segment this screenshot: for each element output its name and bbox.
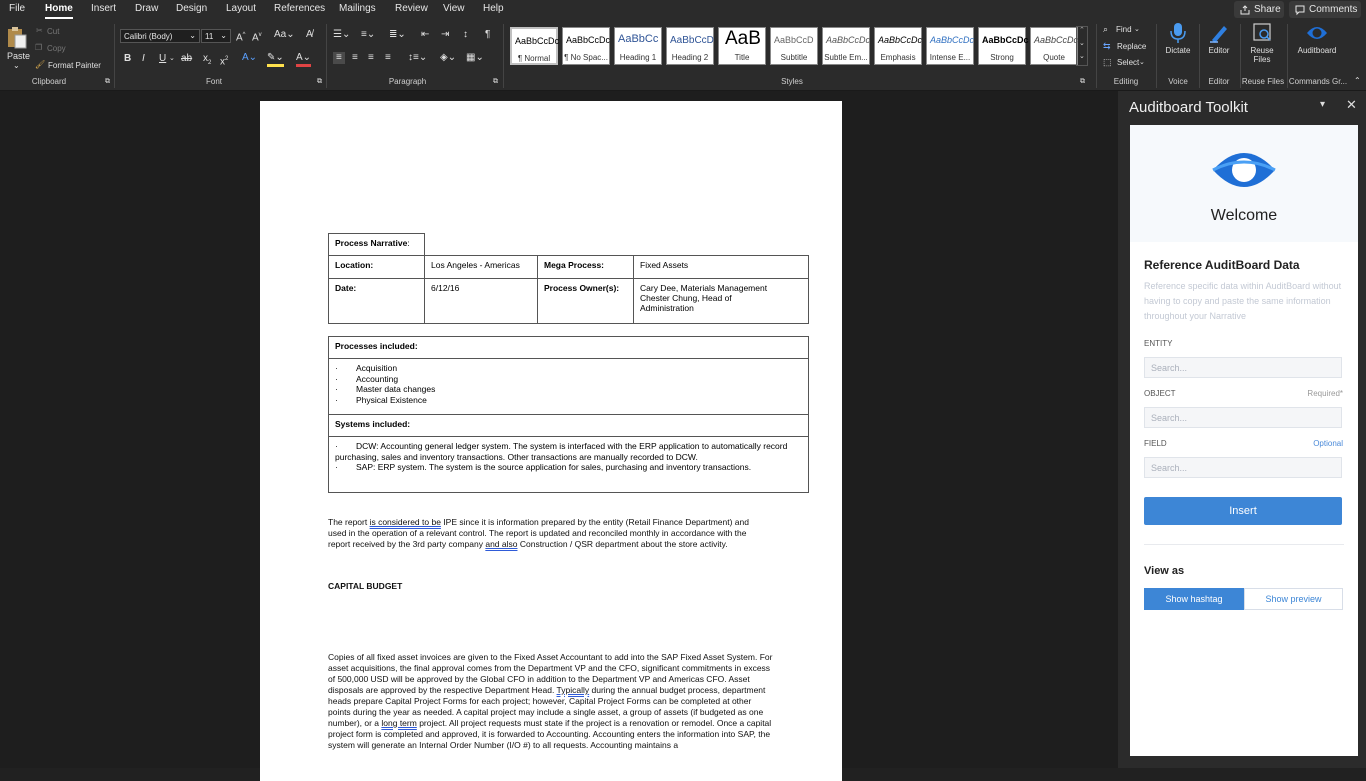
font-group-label: Font <box>205 77 222 86</box>
document-canvas[interactable] <box>0 91 1118 768</box>
field-optional-note: Optional <box>1313 439 1343 448</box>
show-hashtag-toggle[interactable] <box>1144 588 1244 610</box>
style-sample: AaBbCcDc <box>982 35 1029 45</box>
find-icon: ⌕ <box>1103 24 1109 34</box>
find-button[interactable]: Find <box>1116 25 1132 34</box>
menu-insert[interactable]: Insert <box>91 3 117 14</box>
decrease-indent-icon[interactable]: ⇤ <box>421 29 430 40</box>
menu-help[interactable]: Help <box>483 3 504 14</box>
style-name: Emphasis <box>880 53 916 62</box>
auditboard-button[interactable] <box>1294 22 1340 55</box>
reuse-label-line1: Reuse <box>1250 46 1274 55</box>
object-search-input[interactable] <box>1144 407 1342 428</box>
line-spacing-icon[interactable]: ↕≡⌄ <box>408 52 428 63</box>
menu-mailings[interactable]: Mailings <box>339 3 376 14</box>
replace-icon: ⇆ <box>1103 41 1111 51</box>
grammar-flagged-text[interactable]: long term <box>381 718 417 728</box>
cut-icon: ✂ <box>36 26 43 35</box>
format-painter-icon: 🖌 <box>35 60 46 69</box>
text-run: IPE since it is information prepared by the entity (Retail Finance Department) and used in the operation of a relevant control. The report is updated and reconciled monthly in accordance with the report received by the 3rd party company <box>328 517 749 549</box>
style-name: Subtitle <box>780 53 808 62</box>
style-sample: AaBbCcD <box>774 35 814 45</box>
separator <box>114 24 115 88</box>
more-styles-icon[interactable]: ⌄ <box>1079 53 1085 60</box>
style-sample: AaBbCcDc <box>878 35 923 45</box>
comment-icon <box>1295 5 1305 15</box>
list-item <box>335 395 802 406</box>
styles-scroll[interactable] <box>1076 26 1088 66</box>
justify-icon[interactable]: ≡ <box>385 52 391 63</box>
commands-group-label: Commands Gr... <box>1288 77 1348 86</box>
insert-label: Insert <box>1229 505 1257 517</box>
grow-font-icon[interactable]: A^ <box>236 32 246 44</box>
field-label: FIELD <box>1144 439 1167 448</box>
subscript-icon[interactable]: $x_2$ <box>203 53 212 66</box>
format-painter-button[interactable]: Format Painter <box>48 61 101 70</box>
style-name: Subtle Em... <box>824 53 868 62</box>
style-sample: AaBbCcDc <box>515 36 560 46</box>
underline-icon[interactable]: U <box>159 53 167 64</box>
scroll-down-icon[interactable]: ⌄ <box>1079 40 1085 47</box>
style-name: ¶ No Spac... <box>564 53 608 62</box>
welcome-text: Welcome <box>1210 207 1278 224</box>
process-item: Physical Existence <box>356 394 427 405</box>
menu-review[interactable]: Review <box>395 3 428 14</box>
pane-title: Auditboard Toolkit <box>1129 99 1248 116</box>
clipboard-group-label: Clipboard <box>31 77 67 86</box>
text-run: The report <box>328 517 370 527</box>
style-title[interactable] <box>718 27 766 65</box>
pane-options-icon[interactable]: ▾ <box>1320 99 1326 110</box>
insert-button[interactable] <box>1144 497 1342 525</box>
processes-list <box>329 359 809 415</box>
style-sample: AaBbCcD <box>670 35 714 46</box>
menu-layout[interactable]: Layout <box>226 3 257 14</box>
share-label: Share <box>1254 4 1281 15</box>
systems-list <box>329 437 809 493</box>
auditboard-logo-icon <box>1305 22 1329 44</box>
bullet: · <box>335 462 338 472</box>
owner-label: Process Owner(s): <box>538 279 634 324</box>
comments-label: Comments <box>1309 4 1358 15</box>
pane-content <box>1130 125 1358 756</box>
select-icon: ⬚ <box>1103 57 1112 67</box>
close-icon[interactable]: ✕ <box>1346 97 1357 112</box>
clear-formatting-icon[interactable]: A̸ <box>306 29 313 40</box>
borders-icon[interactable]: ▦⌄ <box>466 52 484 63</box>
menu-file[interactable]: File <box>9 3 26 14</box>
field-placeholder: Search... <box>1151 463 1188 473</box>
style-sample: AaBbCc <box>618 33 659 45</box>
increase-indent-icon[interactable]: ⇥ <box>441 29 450 40</box>
narrative-cell <box>329 234 425 256</box>
owner-line: Chester Chung, Head of <box>640 293 732 303</box>
style-name: ¶ Normal <box>517 54 551 63</box>
mega-process-value: Fixed Assets <box>634 256 809 279</box>
style-heading-1[interactable] <box>614 27 662 65</box>
style-name: Heading 1 <box>619 53 657 62</box>
auditboard-task-pane <box>1118 91 1366 768</box>
menu-bar <box>0 0 1366 20</box>
share-icon <box>1240 5 1250 15</box>
separator <box>1096 24 1097 88</box>
styles-group-label: Styles <box>781 77 803 86</box>
menu-view[interactable]: View <box>443 3 465 14</box>
align-left-icon[interactable]: ≡ <box>333 52 345 64</box>
style-sample: AaBbCcDc <box>930 35 975 45</box>
paste-dropdown-icon[interactable]: ⌄ <box>13 61 20 70</box>
list-item <box>335 441 802 462</box>
highlight-icon[interactable]: ✎⌄ <box>267 52 284 67</box>
systems-label: Systems included: <box>329 415 809 437</box>
voice-group-label: Voice <box>1168 77 1188 86</box>
style-emphasis[interactable] <box>874 27 922 65</box>
share-button[interactable] <box>1234 1 1284 18</box>
empty-cell <box>425 234 809 256</box>
grammar-flagged-text[interactable]: and also <box>485 539 518 549</box>
styles-launcher-icon[interactable]: ⧉ <box>1080 78 1085 85</box>
italic-icon[interactable]: I <box>142 53 145 64</box>
list-item <box>335 363 802 374</box>
show-preview-label: Show preview <box>1265 594 1322 604</box>
text-run: Construction / QSR department about the store activity. <box>517 539 728 549</box>
text-effects-icon[interactable]: A⌄ <box>242 52 258 63</box>
underline-dropdown-icon[interactable]: ⌄ <box>169 55 175 62</box>
text-run: project. All project requests must state if the project is a renovation or remodel. Once a capital project form is completed and approved, it is forwarded to Accounting. Accounting enters the information into SAP, the system will generate an Internal Order Number (I/O #) to all requests. Accounting maintains a <box>328 718 772 750</box>
replace-button[interactable]: Replace <box>1117 42 1147 51</box>
reference-heading: Reference AuditBoard Data <box>1144 258 1300 272</box>
entity-label: ENTITY <box>1144 339 1173 348</box>
ipe-paragraph <box>328 517 764 550</box>
dictate-button[interactable] <box>1158 22 1198 55</box>
editing-group-label: Editing <box>1113 77 1139 86</box>
style-subtitle[interactable] <box>770 27 818 65</box>
shading-icon[interactable]: ◈⌄ <box>440 52 457 63</box>
superscript-icon[interactable]: $x^2$ <box>220 56 229 68</box>
date-label: Date: <box>329 279 425 324</box>
style-heading-2[interactable] <box>666 27 714 65</box>
list-item <box>335 384 802 395</box>
location-value: Los Angeles - Americas <box>425 256 538 279</box>
grammar-flagged-text[interactable]: is considered to be <box>369 517 441 527</box>
text-run: during the annual budget process, department heads prepare Capital Project Forms for each project; however, Capital Project Forms can be completed at other points during the year as needed. A capital project may include a single asset, a group of assets (if budgeted as one number), or a <box>328 685 766 728</box>
mega-process-label: Mega Process: <box>538 256 634 279</box>
editor-group-label: Editor <box>1208 77 1230 86</box>
style-name: Title <box>734 53 750 62</box>
paragraph-group-label: Paragraph <box>388 77 427 86</box>
auditboard-label: Auditboard <box>1297 46 1337 55</box>
editor-button[interactable] <box>1199 22 1239 55</box>
owner-value <box>634 279 809 324</box>
object-label: OBJECT <box>1144 389 1176 398</box>
date-value: 6/12/16 <box>425 279 538 324</box>
style-sample: AaBbCcDc <box>566 35 611 45</box>
auditboard-logo-icon <box>1211 146 1277 194</box>
owner-line: Administration <box>640 303 694 313</box>
font-size-select[interactable] <box>201 29 231 43</box>
paste-button[interactable]: Paste <box>7 51 31 61</box>
font-name-select[interactable] <box>120 29 200 43</box>
process-item: Acquisition <box>356 363 398 373</box>
text-run: Copies of all fixed asset invoices are given to the Fixed Asset Accountant to add into the SAP Fixed Asset System. For asset acquisitions, the final approval comes from the Department VP and the CFO, significant commitments in excess of 500,000 USD will be approved by the Global CFO in addition to the Department VP and Americas CFO. Asset disposals are approved by the respective Department Head. <box>328 652 773 695</box>
process-item: Master data changes <box>356 384 436 394</box>
separator <box>1156 24 1157 88</box>
entity-placeholder: Search... <box>1151 363 1188 373</box>
cut-button[interactable]: Cut <box>47 27 60 36</box>
numbering-icon[interactable]: ≡⌄ <box>361 29 376 40</box>
chevron-down-icon[interactable]: ⌄ <box>1134 26 1140 33</box>
owner-line: Cary Dee, Materials Management <box>640 283 768 293</box>
style-sample: AaBbCcDc <box>826 35 871 45</box>
show-hashtag-label: Show hashtag <box>1165 594 1223 604</box>
editor-label: Editor <box>1208 46 1230 55</box>
narrative-colon: : <box>407 238 410 248</box>
paragraph-launcher-icon[interactable]: ⧉ <box>493 78 498 85</box>
menu-draw[interactable]: Draw <box>135 3 159 14</box>
style-strong[interactable] <box>978 27 1029 65</box>
menu-design[interactable]: Design <box>176 3 208 14</box>
reuse-files-button[interactable] <box>1242 22 1282 64</box>
divider <box>1144 544 1344 545</box>
chevron-down-icon: ⌄ <box>220 31 227 40</box>
processes-systems-table <box>328 336 809 493</box>
style-name: Intense E... <box>929 53 971 62</box>
narrative-label: Process Narrative <box>335 238 408 248</box>
reuse-group-label: Reuse Files <box>1241 77 1285 86</box>
font-name-value: Calibri (Body) <box>124 32 173 41</box>
style-name: Strong <box>990 53 1014 62</box>
font-launcher-icon[interactable]: ⧉ <box>317 78 322 85</box>
change-case-icon[interactable]: Aa⌄ <box>274 29 295 40</box>
multilevel-list-icon[interactable]: ≣⌄ <box>389 29 406 40</box>
show-marks-icon[interactable]: ¶ <box>485 29 491 40</box>
chevron-down-icon: ⌄ <box>189 31 196 40</box>
style-normal[interactable] <box>510 27 558 65</box>
style-name: Heading 2 <box>671 53 709 62</box>
style-no-spacing[interactable] <box>562 27 610 65</box>
process-item: Accounting <box>356 373 399 384</box>
chevron-down-icon[interactable]: ⌄ <box>1139 59 1145 66</box>
microphone-icon <box>1169 22 1187 44</box>
style-subtle-emphasis[interactable] <box>822 27 870 65</box>
entity-search-input[interactable] <box>1144 357 1342 378</box>
scroll-up-icon[interactable]: ⌃ <box>1079 27 1085 34</box>
system-item: SAP: ERP system. The system is the source application for sales, purchasing and inventory transactions. <box>356 462 752 472</box>
reference-description: Reference specific data within AuditBoard without having to copy and paste the same information throughout your Narrative <box>1144 281 1342 321</box>
reuse-files-icon <box>1251 22 1273 44</box>
style-name: Quote <box>1043 53 1065 62</box>
list-item <box>335 374 802 385</box>
view-as-heading: View as <box>1144 565 1185 577</box>
ribbon <box>0 20 1366 91</box>
style-quote[interactable] <box>1030 27 1078 65</box>
list-item <box>335 462 802 473</box>
collapse-ribbon-icon[interactable]: ⌃ <box>1354 76 1361 85</box>
object-placeholder: Search... <box>1151 413 1188 423</box>
style-intense-emphasis[interactable] <box>926 27 974 65</box>
reuse-label-line2: Files <box>1253 55 1271 64</box>
bullet: · <box>335 441 338 451</box>
separator <box>503 24 504 88</box>
comments-button[interactable] <box>1289 1 1361 18</box>
processes-label: Processes included: <box>329 337 809 359</box>
style-sample: AaBbCcDc <box>1034 35 1079 45</box>
font-color-icon[interactable]: A⌄ <box>296 52 311 67</box>
object-required-note: Required* <box>1307 389 1343 398</box>
menu-home[interactable]: Home <box>45 3 73 14</box>
capital-budget-paragraph <box>328 652 774 751</box>
bold-icon[interactable]: B <box>124 53 132 64</box>
document-page[interactable] <box>260 101 842 781</box>
paste-icon[interactable] <box>6 26 28 50</box>
sort-icon[interactable]: ↕ <box>463 29 468 40</box>
align-center-icon[interactable]: ≡ <box>352 52 358 63</box>
bullet: · <box>335 394 338 405</box>
grammar-flagged-text[interactable]: Typically <box>556 685 590 695</box>
location-label: Location: <box>329 256 425 279</box>
system-item: DCW: Accounting general ledger system. The system is interfaced with the ERP application to automatically record purchasing, sales and inventory transactions. Other transactions are manually recorded to DCW. <box>335 441 788 462</box>
capital-budget-heading: CAPITAL BUDGET <box>328 581 403 591</box>
font-size-value: 11 <box>205 32 214 41</box>
style-sample: AaB <box>725 28 761 49</box>
clipboard-launcher-icon[interactable]: ⧉ <box>105 78 110 85</box>
bullet: · <box>335 384 338 394</box>
show-preview-toggle[interactable] <box>1244 588 1343 610</box>
menu-references[interactable]: References <box>274 3 326 14</box>
shrink-font-icon[interactable]: $A^v$ <box>252 32 262 44</box>
bullet: · <box>335 363 338 373</box>
copy-icon: ❐ <box>35 43 43 52</box>
dictate-label: Dictate <box>1165 46 1191 55</box>
welcome-hero <box>1130 125 1358 242</box>
strikethrough-icon[interactable]: ab <box>181 53 193 64</box>
bullet: · <box>335 373 338 384</box>
editor-pen-icon <box>1208 22 1230 44</box>
process-narrative-table <box>328 233 809 324</box>
align-right-icon[interactable]: ≡ <box>368 52 374 63</box>
copy-button[interactable]: Copy <box>47 44 66 53</box>
field-search-input[interactable] <box>1144 457 1342 478</box>
bullets-icon[interactable]: ☰⌄ <box>333 29 351 40</box>
separator <box>326 24 327 88</box>
select-button[interactable]: Select <box>1117 58 1140 67</box>
